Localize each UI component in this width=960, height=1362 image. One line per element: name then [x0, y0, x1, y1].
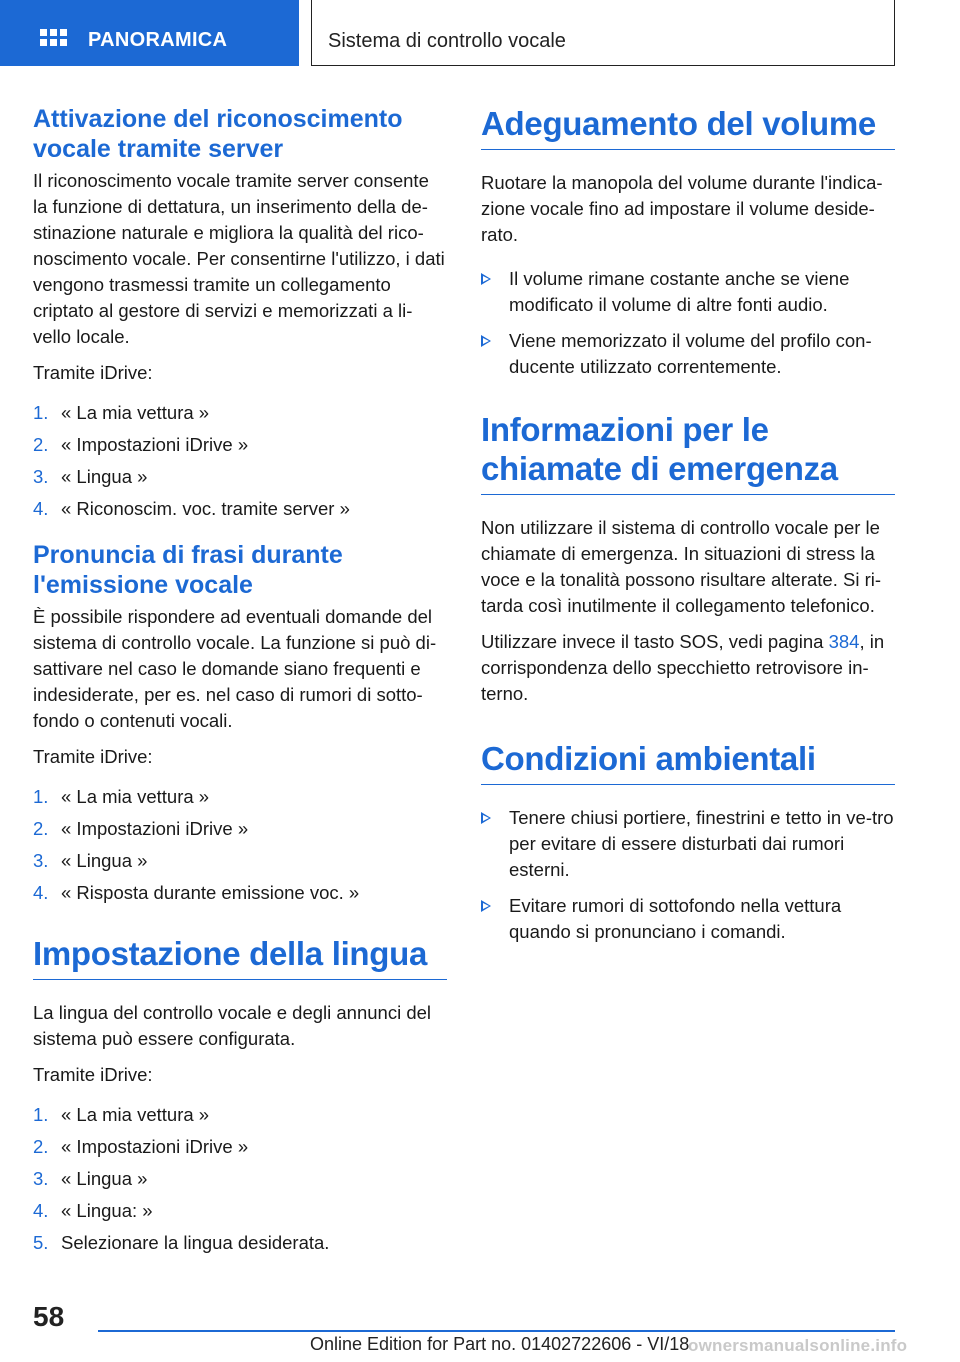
- chapter-heading: Impostazione della lingua: [33, 934, 447, 980]
- list-item: [481, 893, 895, 945]
- list-item: [481, 805, 895, 883]
- step-list: [33, 784, 447, 906]
- chapter-heading: Informazioni per le chiamate di emergenza: [481, 410, 895, 495]
- list-item: [33, 400, 447, 426]
- bullet-text: Evitare rumori di sottofondo nella vettura quando si pronunciano i comandi.: [509, 895, 842, 942]
- step-list: [33, 400, 447, 522]
- triangle-bullet-icon: [481, 900, 491, 912]
- section-body: Non utilizzare il sistema di controllo vocale per le chiamate di emergenza. In situazioni di stress la voce e la tonalità possono risultare alterate. Si ri-tarda così inutilmente il collegamento telefonico.: [481, 517, 882, 616]
- list-item: [33, 784, 447, 810]
- list-item: [33, 1134, 447, 1160]
- triangle-bullet-icon: [481, 273, 491, 285]
- step-text: « Impostazioni iDrive »: [61, 1136, 249, 1157]
- list-item: [33, 1102, 447, 1128]
- section-body: È possibile rispondere ad eventuali domande del sistema di controllo vocale. La funzione si può di-sattivare nel caso le domande siano frequenti e indesiderate, per es. nel caso di rumori di sotto-fondo o contenuti vocali.: [33, 606, 437, 731]
- chapter-tab[interactable]: [311, 0, 895, 66]
- section-body: [481, 629, 895, 707]
- step-number: 2.: [33, 434, 49, 455]
- triangle-bullet-icon: [481, 335, 491, 347]
- step-text: « La mia vettura »: [61, 1104, 210, 1125]
- edition-info: Online Edition for Part no. 01402722606 - VI/18: [310, 1334, 690, 1354]
- list-item: [33, 1230, 447, 1256]
- list-item: [33, 1166, 447, 1192]
- watermark: ownersmanualsonline.info: [688, 1336, 908, 1355]
- bullet-list: [481, 805, 895, 945]
- step-text: « Lingua »: [61, 1168, 148, 1189]
- section-body: Ruotare la manopola del volume durante l'indica-zione vocale fino ad impostare il volume deside-rato.: [481, 172, 883, 245]
- section-intro: Tramite iDrive:: [33, 1064, 153, 1085]
- overview-tab[interactable]: [0, 0, 299, 66]
- chapter-heading: Adeguamento del volume: [481, 104, 895, 150]
- footer-divider: [98, 1330, 895, 1332]
- step-text: « La mia vettura »: [61, 402, 210, 423]
- chapter-tab-label: Sistema di controllo vocale: [328, 30, 566, 52]
- step-number: 4.: [33, 498, 49, 519]
- step-text: « Impostazioni iDrive »: [61, 434, 249, 455]
- grid-icon: [40, 29, 68, 51]
- step-text: « Lingua: »: [61, 1200, 153, 1221]
- section-body: Il riconoscimento vocale tramite server consente la funzione di dettatura, un inserimento della de-stinazione naturale e migliora la qualità del rico-noscimento vocale. Per consentirne l'utilizzo, i dati vengono trasmessi tramite un collegamento criptato al gestore di servizi e memorizzati a li-vello locale.: [33, 170, 445, 347]
- text-fragment: , in corrispondenza dello specchietto retrovisore in-terno.: [481, 631, 885, 704]
- text-fragment: Utilizzare invece il tasto SOS, vedi pagina: [481, 631, 829, 652]
- section-title: Pronuncia di frasi durante l'emissione vocale: [33, 541, 343, 599]
- step-number: 1.: [33, 786, 49, 807]
- step-number: 1.: [33, 1104, 49, 1125]
- step-text: « Risposta durante emissione voc. »: [61, 882, 360, 903]
- step-text: « Lingua »: [61, 466, 148, 487]
- list-item: [33, 432, 447, 458]
- list-item: [33, 496, 447, 522]
- page-link[interactable]: 384: [828, 631, 860, 652]
- step-number: 3.: [33, 1168, 49, 1189]
- right-column: [481, 104, 895, 955]
- step-text: « Riconoscim. voc. tramite server »: [61, 498, 350, 519]
- overview-tab-label: PANORAMICA: [88, 29, 228, 51]
- bullet-list: [481, 266, 895, 380]
- step-text: Selezionare la lingua desiderata.: [61, 1232, 330, 1253]
- section-intro: Tramite iDrive:: [33, 746, 153, 767]
- section-title: Attivazione del riconoscimento vocale tramite server: [33, 105, 403, 163]
- section-intro: Tramite iDrive:: [33, 362, 153, 383]
- list-item: [481, 266, 895, 318]
- list-item: [33, 880, 447, 906]
- step-list: [33, 1102, 447, 1256]
- step-number: 4.: [33, 882, 49, 903]
- left-column: [33, 104, 447, 1262]
- step-text: « Lingua »: [61, 850, 148, 871]
- step-number: 2.: [33, 818, 49, 839]
- step-number: 1.: [33, 402, 49, 423]
- step-text: « La mia vettura »: [61, 786, 210, 807]
- list-item: [33, 816, 447, 842]
- step-number: 3.: [33, 466, 49, 487]
- step-text: « Impostazioni iDrive »: [61, 818, 249, 839]
- section-body: La lingua del controllo vocale e degli annunci del sistema può essere configurata.: [33, 1002, 432, 1049]
- bullet-text: Viene memorizzato il volume del profilo con-ducente utilizzato correntemente.: [509, 330, 872, 377]
- list-item: [33, 848, 447, 874]
- step-number: 2.: [33, 1136, 49, 1157]
- chapter-heading: Condizioni ambientali: [481, 739, 895, 785]
- list-item: [33, 1198, 447, 1224]
- bullet-text: Tenere chiusi portiere, finestrini e tetto in ve-tro per evitare di essere disturbati dai rumori esterni.: [509, 807, 894, 880]
- triangle-bullet-icon: [481, 812, 491, 824]
- page-header: [0, 0, 960, 66]
- step-number: 4.: [33, 1200, 49, 1221]
- list-item: [481, 328, 895, 380]
- list-item: [33, 464, 447, 490]
- page-number: 58: [33, 1301, 65, 1332]
- step-number: 5.: [33, 1232, 49, 1253]
- bullet-text: Il volume rimane costante anche se viene modificato il volume di altre fonti audio.: [509, 268, 850, 315]
- step-number: 3.: [33, 850, 49, 871]
